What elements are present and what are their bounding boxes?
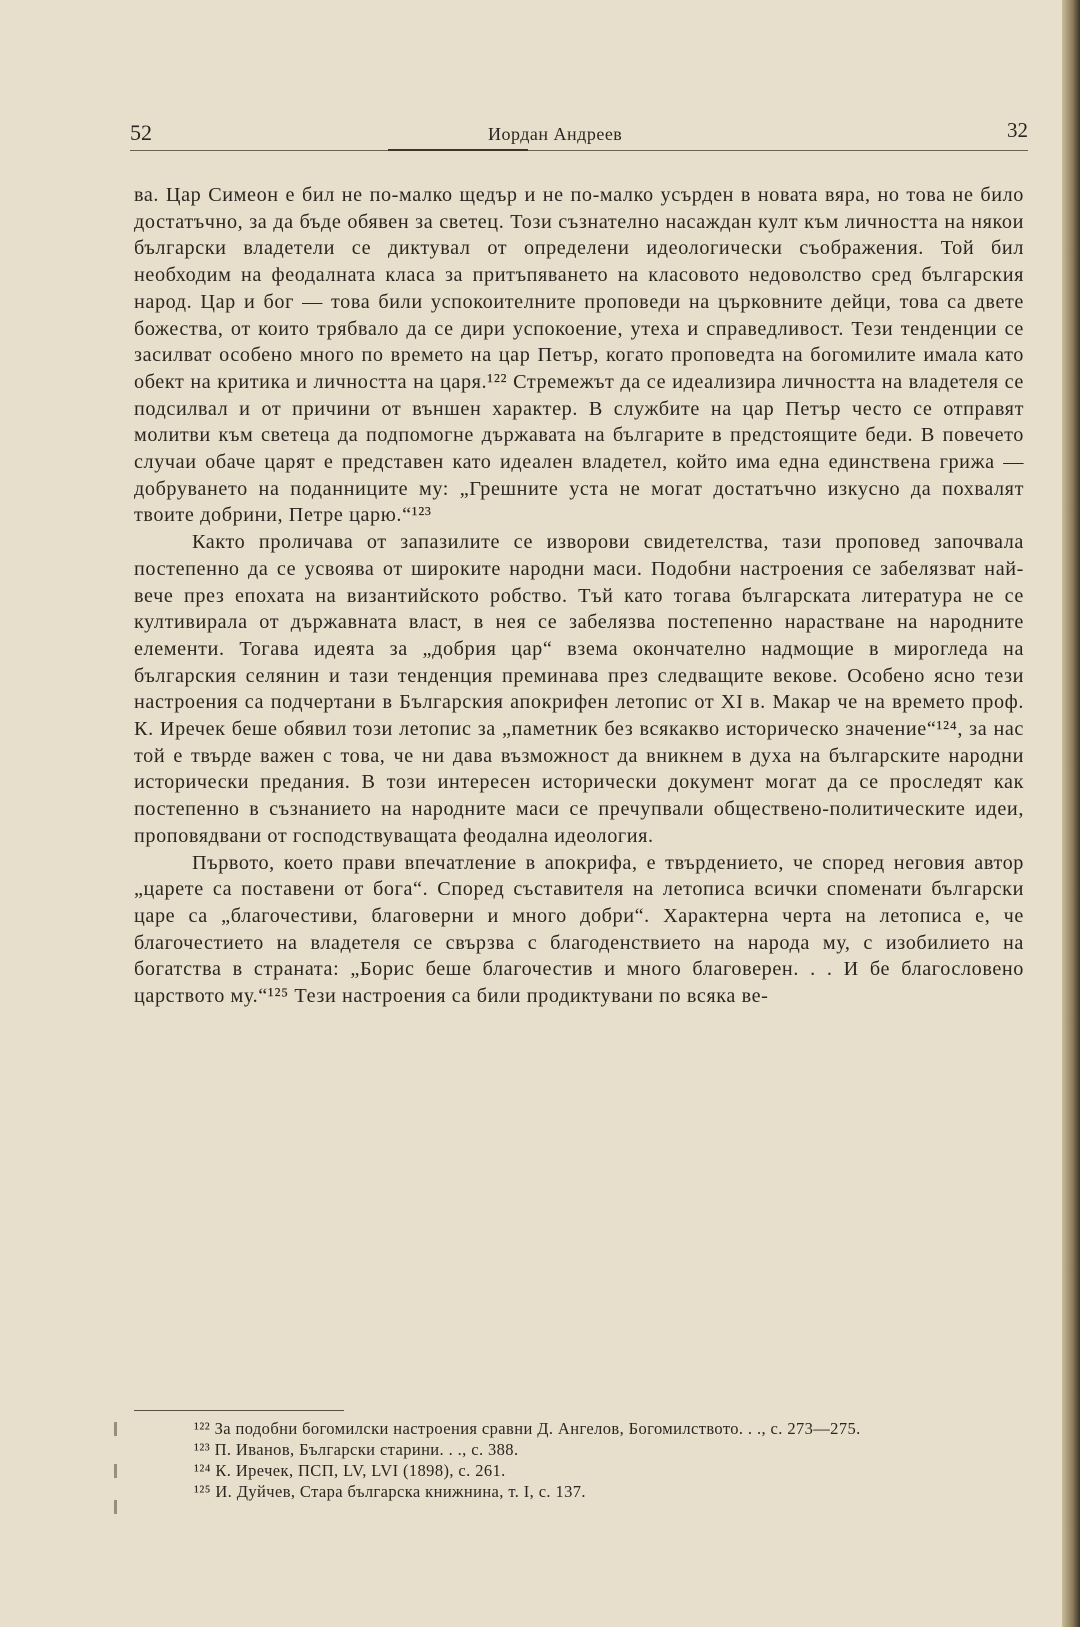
paragraph-1: ва. Цар Симеон е бил не по-малко щедър и не по-малко усърден в новата вяра, но това не било достатъчно, за да бъде обявен за светец. Този съзнателно насаждан култ към личността на някои български владетели се диктувал от определени идеологически съображения. Той бил необходим на феодалната класа за притъпяването на класовото недоволство сред българския народ. Цар и бог — това били успокоителните проповеди на църковните дейци, това са двете божества, от които трябвало да се дири успокоение, утеха и справедливост. Тези тенденции се засилват особено много по времето на цар Петър, когато проповедта на богомилите имала като обект на критика и личността на царя.¹²² Стремежът да се идеализира личността на владетеля се подсилвал и от причини от външен характер. В службите на цар Петър често се отправят молитви към светеца да подпомогне държавата на българите в предстоящите беди. В повечето случаи обаче царят е представен като идеален владетел, който има една единствена грижа — добруването на поданниците му: „Грешните уста не могат достатъчно изкусно да похвалят твоите добрини, Петре царю.“¹²³ <box>134 184 1024 527</box>
footnotes <box>134 1418 1024 1502</box>
paragraph-2: Както проличава от запазилите се изворови свидетелства, тази проповед започвала постепенно да се усвоява от широките народни маси. Подобни настроения се забелязват най-вече през епохата на византийското робство. Тъй като тогава българската литература не се култивирала от държавната власт, в нея се забелязва постепенно нарастване на народните елементи. Тогава идеята за „добрия цар“ взема окончателно надмощие в мирогледа на българския селянин и тази тенденция преминава през следващите векове. Особено ясно тези настроения са подчертани в Българския апокрифен летопис от XI в. Макар че на времето проф. К. Иречек беше обявил този летопис за „паметник без всякакво историческо значение“¹²⁴, за нас той е твърде важен с това, че ни дава възможност да вникнем в духа на българските народни исторически предания. В този интересен исторически документ могат да се проследят как постепенно в съзнанието на народните маси се пречупвали обществено-политическите идеи, проповядвани от господствуващата феодална идеология. <box>134 531 1024 847</box>
footnote-124: ¹²⁴ К. Иречек, ПСП, LV, LVI (1898), с. 261. <box>194 1461 506 1480</box>
footnote-125: ¹²⁵ И. Дуйчев, Стара българска книжнина, т. I, с. 137. <box>194 1482 586 1501</box>
footnote-123: ¹²³ П. Иванов, Български старини. . ., с. 388. <box>194 1440 519 1459</box>
page-edge-shadow <box>1062 0 1080 1627</box>
footnote-rule <box>134 1410 344 1411</box>
paragraph-3: Първото, което прави впечатление в апокрифа, е твърдението, че според неговия автор „царете са поставени от бога“. Според съставителя на летописа всички споменати български царе са „благочестиви, благоверни и много добри“. Характерна черта на летописа е, че благочестието на владетеля се свързва с благоденствието на народа му, с изобилието на богатства в страната: „Борис беше благочестив и много благоверен. . . И бе благословено царството му.“¹²⁵ Тези настроения са били продиктувани по всяка ве- <box>134 851 1024 1008</box>
header-rule <box>130 150 1028 151</box>
page-number: 52 <box>130 120 152 145</box>
page-header <box>130 118 1028 148</box>
body-text <box>134 182 1024 1010</box>
footnote-122: ¹²² За подобни богомилски настроения сравни Д. Ангелов, Богомилството. . ., с. 273—275. <box>194 1419 861 1438</box>
header-rule-accent <box>388 149 528 151</box>
binding-mark <box>114 1464 117 1478</box>
running-title: Иордан Андреев <box>488 124 623 144</box>
folio-number: 32 <box>1007 118 1028 142</box>
binding-mark <box>114 1500 117 1514</box>
binding-mark <box>114 1422 117 1436</box>
